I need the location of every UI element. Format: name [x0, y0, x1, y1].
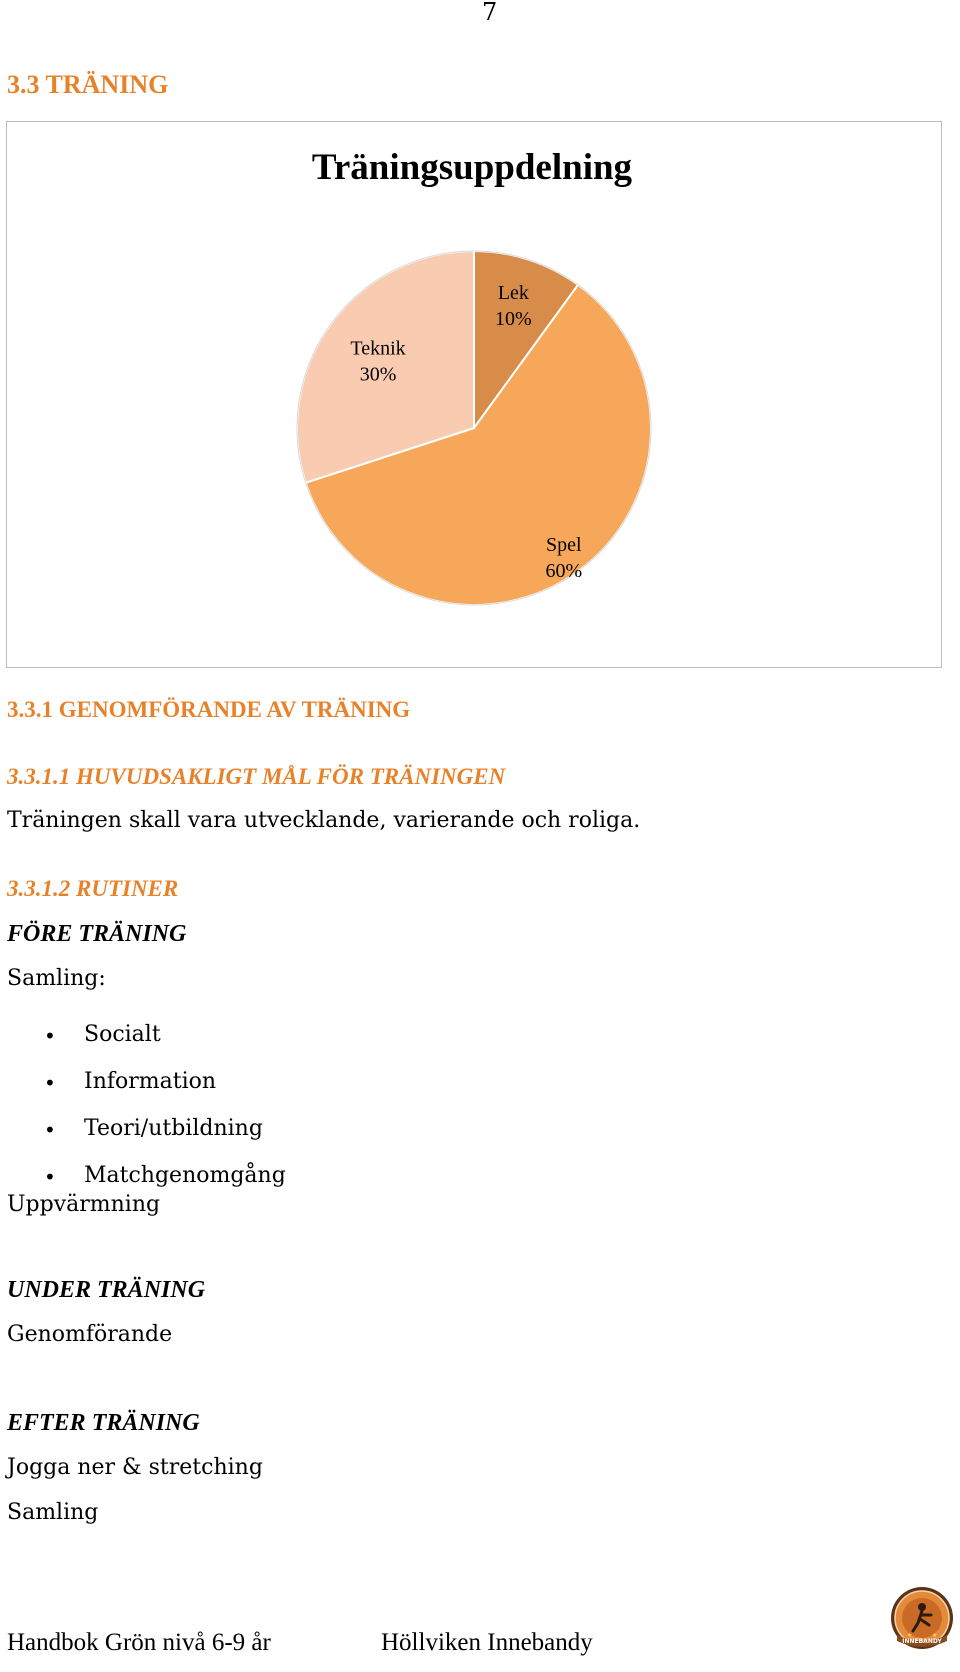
pie-value-label-lek: 10%	[495, 307, 532, 330]
footer-left: Handbok Grön nivå 6-9 år	[7, 1629, 271, 1656]
bullet-icon: •	[44, 1118, 56, 1142]
footer-right: Höllviken Innebandy	[381, 1629, 593, 1656]
chart-title: Träningsuppdelning	[311, 147, 633, 188]
pie-label-spel: Spel	[546, 533, 582, 556]
goal-text: Träningen skall vara utvecklande, varierande och roliga.	[7, 808, 641, 833]
pie-chart-canvas	[7, 122, 940, 666]
pie-chart	[6, 121, 942, 668]
goal-heading: 3.3.1.1 HUVUDSAKLIGT MÅL FÖR TRÄNINGEN	[7, 764, 506, 789]
samling-label: Samling:	[7, 966, 106, 991]
pie-value-label-spel: 60%	[545, 559, 583, 582]
svg-text:INNEBANDY: INNEBANDY	[902, 1638, 942, 1645]
during-training-heading: UNDER TRÄNING	[7, 1277, 206, 1303]
pie-label-teknik: Teknik	[350, 337, 406, 360]
warmup-text: Uppvärmning	[7, 1192, 161, 1217]
section-heading: 3.3 TRÄNING	[7, 70, 169, 99]
bullet-icon: •	[44, 1165, 56, 1189]
after-training-line: Jogga ner & stretching	[7, 1455, 263, 1480]
subsection-heading: 3.3.1 GENOMFÖRANDE AV TRÄNING	[7, 697, 411, 722]
routines-heading: 3.3.1.2 RUTINER	[7, 876, 179, 901]
pie-label-lek: Lek	[497, 281, 529, 304]
before-training-heading: FÖRE TRÄNING	[7, 921, 187, 947]
pie-value-label-teknik: 30%	[359, 363, 397, 386]
after-training-heading: EFTER TRÄNING	[7, 1410, 200, 1436]
after-training-line: Samling	[7, 1500, 99, 1525]
svg-text:★: ★	[907, 1632, 913, 1639]
bullet-icon: •	[44, 1024, 56, 1048]
svg-text:★: ★	[932, 1632, 938, 1639]
club-logo	[889, 1585, 955, 1651]
bullet-icon: •	[44, 1071, 56, 1095]
page-number: 7	[482, 0, 498, 26]
during-training-text: Genomförande	[7, 1322, 173, 1347]
